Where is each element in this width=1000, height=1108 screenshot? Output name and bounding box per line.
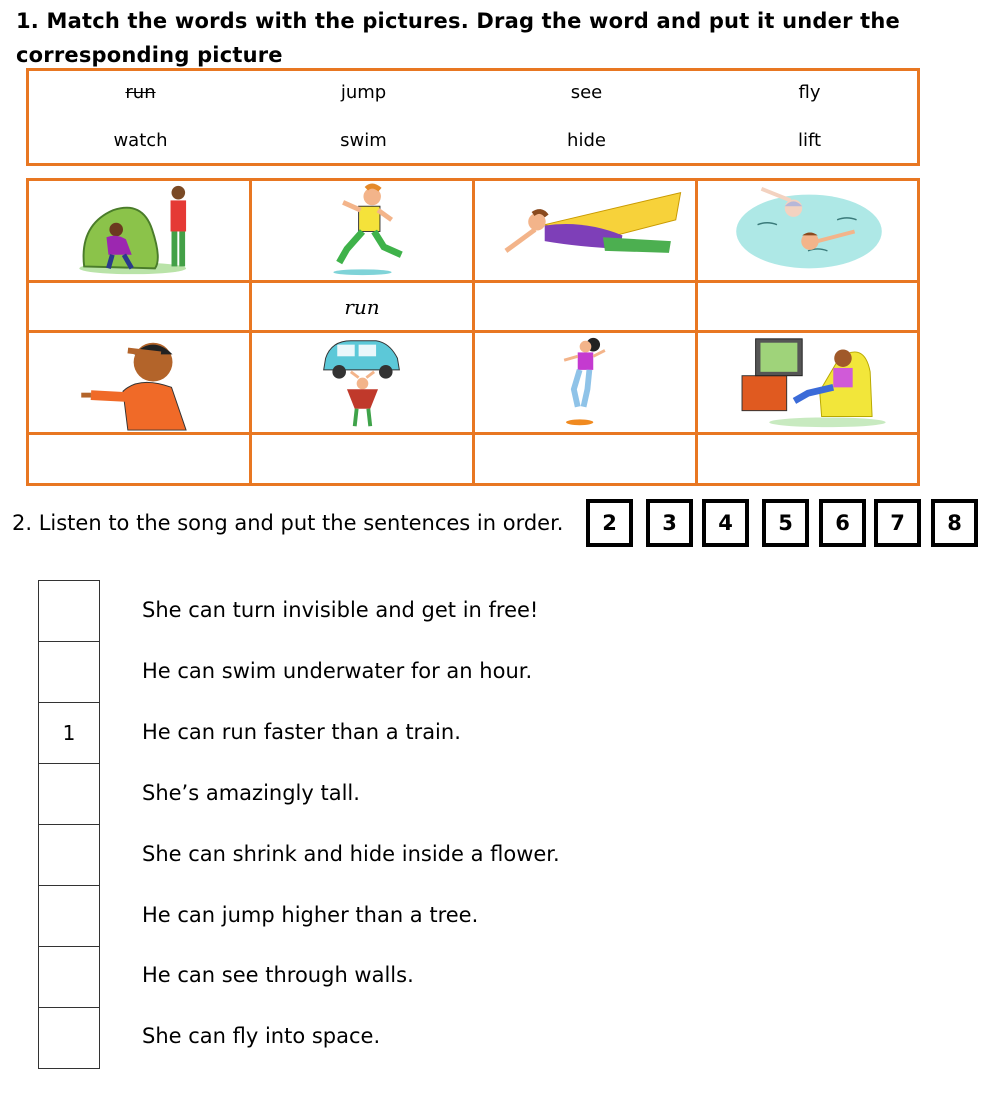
answer-slot[interactable]	[698, 435, 920, 483]
picture-swim	[698, 181, 920, 283]
word-hide[interactable]: hide	[567, 130, 606, 151]
sentence: He can swim underwater for an hour.	[142, 659, 533, 683]
order-box[interactable]	[38, 885, 100, 947]
word-swim[interactable]: swim	[340, 130, 387, 151]
answer-slot[interactable]	[29, 435, 252, 483]
number-tile[interactable]: 4	[702, 499, 749, 547]
section2-instruction: 2. Listen to the song and put the sentences in order.	[12, 511, 564, 535]
answer-slot[interactable]	[29, 283, 252, 333]
order-box[interactable]	[38, 946, 100, 1008]
answer-slot[interactable]	[475, 283, 698, 333]
sentence: She can turn invisible and get in free!	[142, 598, 539, 622]
order-box[interactable]	[38, 763, 100, 825]
superhero-flying-icon	[475, 181, 695, 280]
girl-hiding-bush-icon	[29, 181, 249, 280]
word-run[interactable]: run	[125, 82, 156, 103]
picture-see	[29, 333, 252, 435]
section1-instruction: 1. Match the words with the pictures. Drag the word and put it under the corresponding picture	[16, 9, 900, 67]
picture-watch	[698, 333, 920, 435]
boy-looking-pointing-icon	[29, 333, 249, 432]
word-watch[interactable]: watch	[113, 130, 168, 151]
number-tile[interactable]: 6	[819, 499, 866, 547]
picture-jump	[475, 333, 698, 435]
order-box[interactable]	[38, 824, 100, 886]
number-tile[interactable]: 7	[874, 499, 921, 547]
number-tile[interactable]: 5	[762, 499, 809, 547]
sentence: She can shrink and hide inside a flower.	[142, 842, 560, 866]
word-bank	[26, 68, 920, 166]
picture-run	[252, 181, 475, 283]
number-tile[interactable]: 8	[931, 499, 978, 547]
boy-watching-tv-icon	[698, 333, 920, 432]
answer-slot[interactable]: run	[252, 283, 475, 333]
sentence: She’s amazingly tall.	[142, 781, 360, 805]
sentence: He can jump higher than a tree.	[142, 903, 479, 927]
people-swimming-icon	[698, 181, 920, 280]
word-fly[interactable]: fly	[798, 82, 821, 103]
picture-hide	[29, 181, 252, 283]
word-jump[interactable]: jump	[340, 82, 387, 103]
order-box[interactable]	[38, 580, 100, 642]
sentence: She can fly into space.	[142, 1024, 381, 1048]
answer-slot[interactable]	[252, 435, 475, 483]
boy-running-icon	[252, 181, 472, 280]
sentence: He can see through walls.	[142, 963, 414, 987]
picture-fly	[475, 181, 698, 283]
sentence: He can run faster than a train.	[142, 720, 461, 744]
picture-lift	[252, 333, 475, 435]
picture-grid	[26, 178, 920, 486]
order-box[interactable]	[38, 641, 100, 703]
word-see[interactable]: see	[570, 82, 603, 103]
girl-jumping-icon	[475, 333, 695, 432]
order-box[interactable]: 1	[38, 702, 100, 764]
word-lift[interactable]: lift	[797, 130, 822, 151]
number-tile[interactable]: 3	[646, 499, 693, 547]
order-box[interactable]	[38, 1007, 100, 1069]
hero-lifting-car-icon	[252, 333, 472, 432]
number-tile[interactable]: 2	[586, 499, 633, 547]
answer-slot[interactable]	[475, 435, 698, 483]
answer-slot[interactable]	[698, 283, 920, 333]
